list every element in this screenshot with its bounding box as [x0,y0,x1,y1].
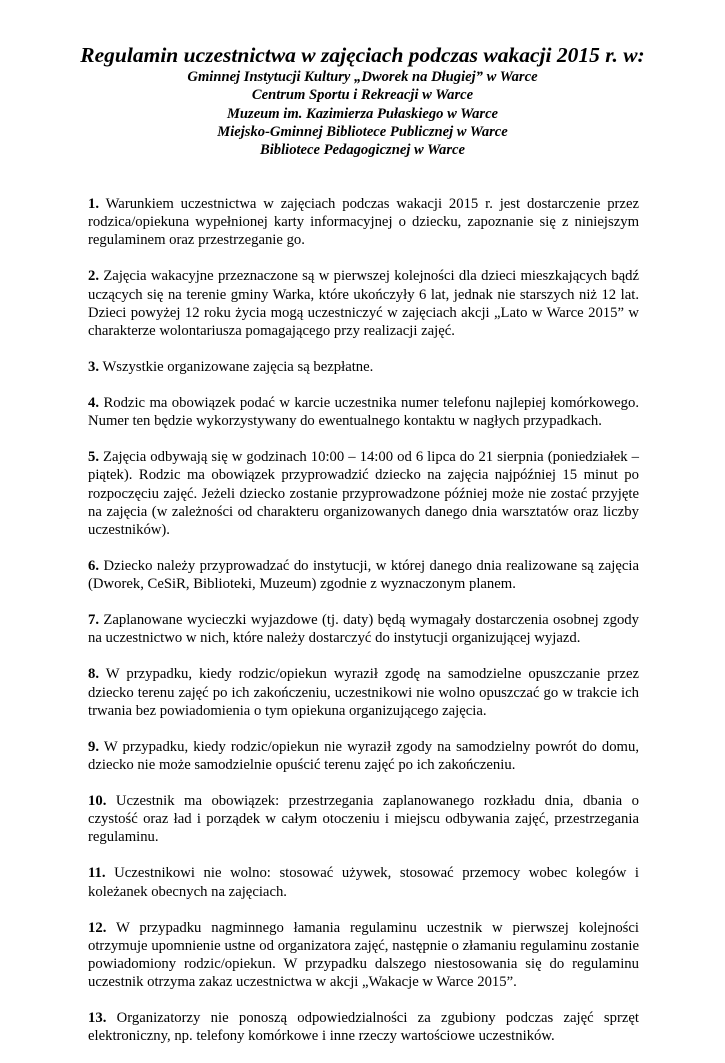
paragraph-text: W przypadku nagminnego łamania regulaminu uczestnik w pierwszej kolejności otrzymuje upomnienie ustne od organizatora zajęć, następnie o złamaniu regulaminu zostanie powiadomiony rodzic/opiekun. W przypadku dalszego niestosowania się do regulaminu uczestnik otrzyma zakaz uczestnictwa w akcji „Wakacje w Warce 2015”. [88,919,639,991]
regulation-list [88,195,639,1063]
paragraph-text: Zajęcia wakacyjne przeznaczone są w pierwszej kolejności dla dzieci mieszkających bądź uczących się na terenie gminy Warka, które ukończyły 6 lat, jednak nie starszych niż 12 lat. Dzieci powyżej 12 roku życia mogą uczestniczyć w zajęciach akcji „Lato w Warce 2015” w charakterze wolontariusza pomagającego przy realizacji zajęć. [88,268,639,340]
regulation-paragraph [88,358,639,376]
paragraph-text: W przypadku, kiedy rodzic/opiekun nie wyraził zgody na samodzielny powrót do domu, dziecko nie może samodzielnie opuścić terenu zajęć po ich zakończeniu. [88,738,639,774]
paragraph-number: 13. [88,1010,107,1027]
paragraph-text: Dziecko należy przyprowadzać do instytucji, w której danego dnia realizowane są zajęcia (Dworek, CeSiR, Biblioteki, Muzeum) zgodnie z wyznaczonym planem. [88,558,639,593]
regulation-paragraph [88,448,639,539]
paragraph-number: 2. [88,268,100,285]
regulation-paragraph [88,557,639,593]
paragraph-text: Uczestnik ma obowiązek: przestrzegania zaplanowanego rozkładu dnia, dbania o czystość oraz ład i porządek w całym otoczeniu i miejscu odbywania zajęć, przestrzegania regulaminu. [88,793,640,846]
institution-line: Gminnej Instytucji Kultury „Dworek na Długiej” w Warce [187,69,538,85]
paragraph-text: Wszystkie organizowane zajęcia są bezpłatne. [102,359,374,376]
regulation-paragraph [88,738,639,774]
regulation-paragraph [88,394,639,430]
paragraph-number: 4. [88,395,100,412]
paragraph-number: 7. [88,612,100,629]
regulation-paragraph [88,1009,639,1045]
paragraph-number: 8. [88,666,100,683]
institution-line: Muzeum im. Kazimierza Pułaskiego w Warce [226,105,499,122]
paragraph-text: Organizatorzy nie ponoszą odpowiedzialności za zgubiony podczas zajęć sprzęt elektroniczny, np. telefony komórkowe i inne rzeczy wartościowe uczestników. [88,1010,640,1045]
regulation-paragraph [88,611,639,647]
institution-line: Centrum Sportu i Rekreacji w Warce [251,87,474,104]
institution-line: Miejsko-Gminnej Bibliotece Publicznej w Warce [217,123,508,140]
paragraph-text: Rodzic ma obowiązek podać w karcie uczestnika numer telefonu najlepiej komórkowego. Numer ten będzie wykorzystywany do ewentualnego kontaktu w nagłych przypadkach. [88,395,639,430]
paragraph-number: 10. [88,793,107,810]
paragraph-number: 9. [88,738,100,755]
regulation-paragraph [88,195,639,250]
paragraph-text: Uczestnikowi nie wolno: stosować używek, stosować przemocy wobec kolegów i koleżanek obecnych na zajęciach. [88,865,639,900]
regulation-paragraph [88,864,639,900]
paragraph-number: 11. [88,865,106,882]
regulation-paragraph [88,792,639,847]
paragraph-number: 1. [88,196,100,212]
regulation-paragraph [88,665,639,720]
paragraph-text: W przypadku, kiedy rodzic/opiekun wyraził zgodę na samodzielne opuszczanie przez dziecko terenu zajęć po ich zakończeniu, uczestnikowi nie wolno opuszczać go w trakcie ich trwania bez powiadomienia o tym opiekuna organizującego zajęcia. [88,666,639,719]
paragraph-number: 5. [88,449,100,466]
paragraph-text: Warunkiem uczestnictwa w zajęciach podczas wakacji 2015 r. jest dostarczenie przez rodzica/opiekuna wypełnionej karty informacyjnej o dziecku, zapoznanie się z niniejszym regulaminem oraz przestrzeganie go. [88,196,639,249]
paragraph-number: 12. [88,919,107,936]
document-title: Regulamin uczestnictwa w zajęciach podczas wakacji 2015 r. w: [80,43,645,67]
paragraph-number: 6. [88,558,100,575]
regulation-paragraph [88,267,639,340]
paragraph-text: Zaplanowane wycieczki wyjazdowe (tj. daty) będą wymagały dostarczenia osobnej zgody na uczestnictwo w nich, które należy dostarczyć do instytucji organizującej wyjazd. [88,612,639,647]
document-header [60,42,665,159]
paragraph-text: Zajęcia odbywają się w godzinach 10:00 – 14:00 od 6 lipca do 21 sierpnia (poniedziałek – piątek). Rodzic ma obowiązek przyprowadzić dziecko na zajęcia najpóźniej 15 minut po rozpoczęciu zajęć. Jeżeli dziecko zostanie przyprowadzone później może nie zostać przyjęte na zajęcia (w zależności od charakteru organizowanych danego dnia warsztatów oraz liczby uczestników). [88,449,640,539]
regulation-paragraph [88,919,639,992]
institution-line: Bibliotece Pedagogicznej w Warce [260,142,465,159]
paragraph-number: 3. [88,359,100,376]
